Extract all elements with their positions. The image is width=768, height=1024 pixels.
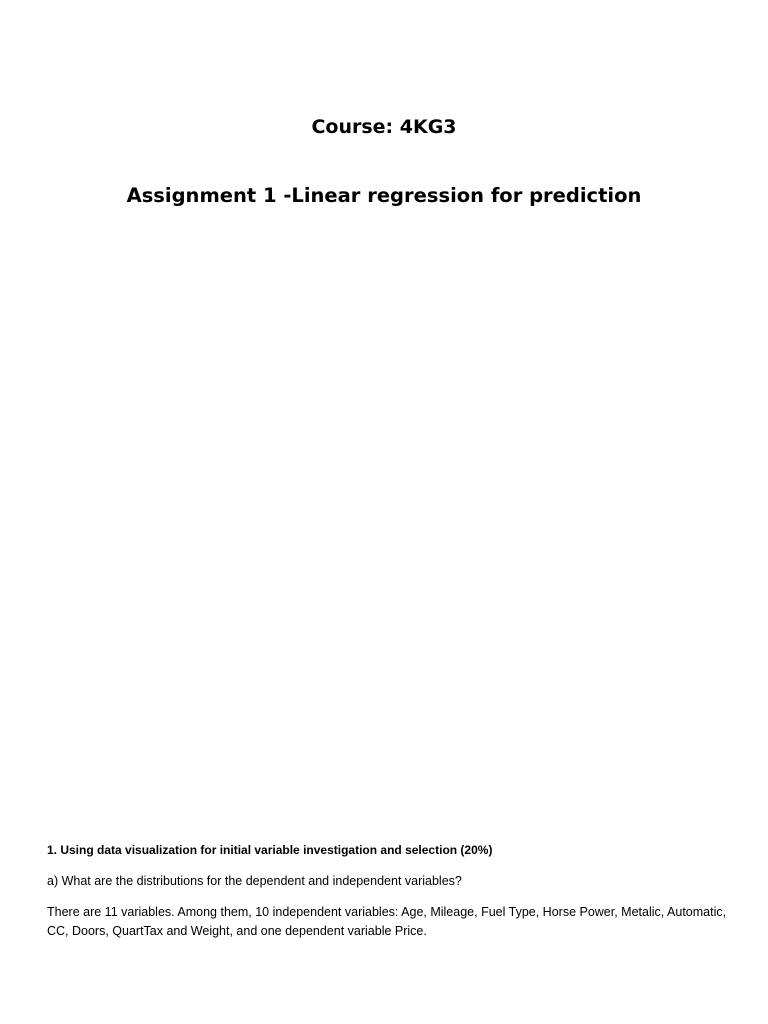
- sub-question: a) What are the distributions for the dependent and independent variables?: [47, 874, 462, 888]
- course-title: Course: 4KG3: [311, 116, 457, 138]
- answer-paragraph: There are 11 variables. Among them, 10 independent variables: Age, Mileage, Fuel Type, Horse Power, Metalic, Automatic, CC, Doors, QuartTax and Weight, and one dependent variable Price.: [47, 905, 727, 938]
- question-heading: 1. Using data visualization for initial variable investigation and selection (20%): [47, 843, 493, 857]
- assignment-title: Assignment 1 -Linear regression for prediction: [126, 184, 642, 207]
